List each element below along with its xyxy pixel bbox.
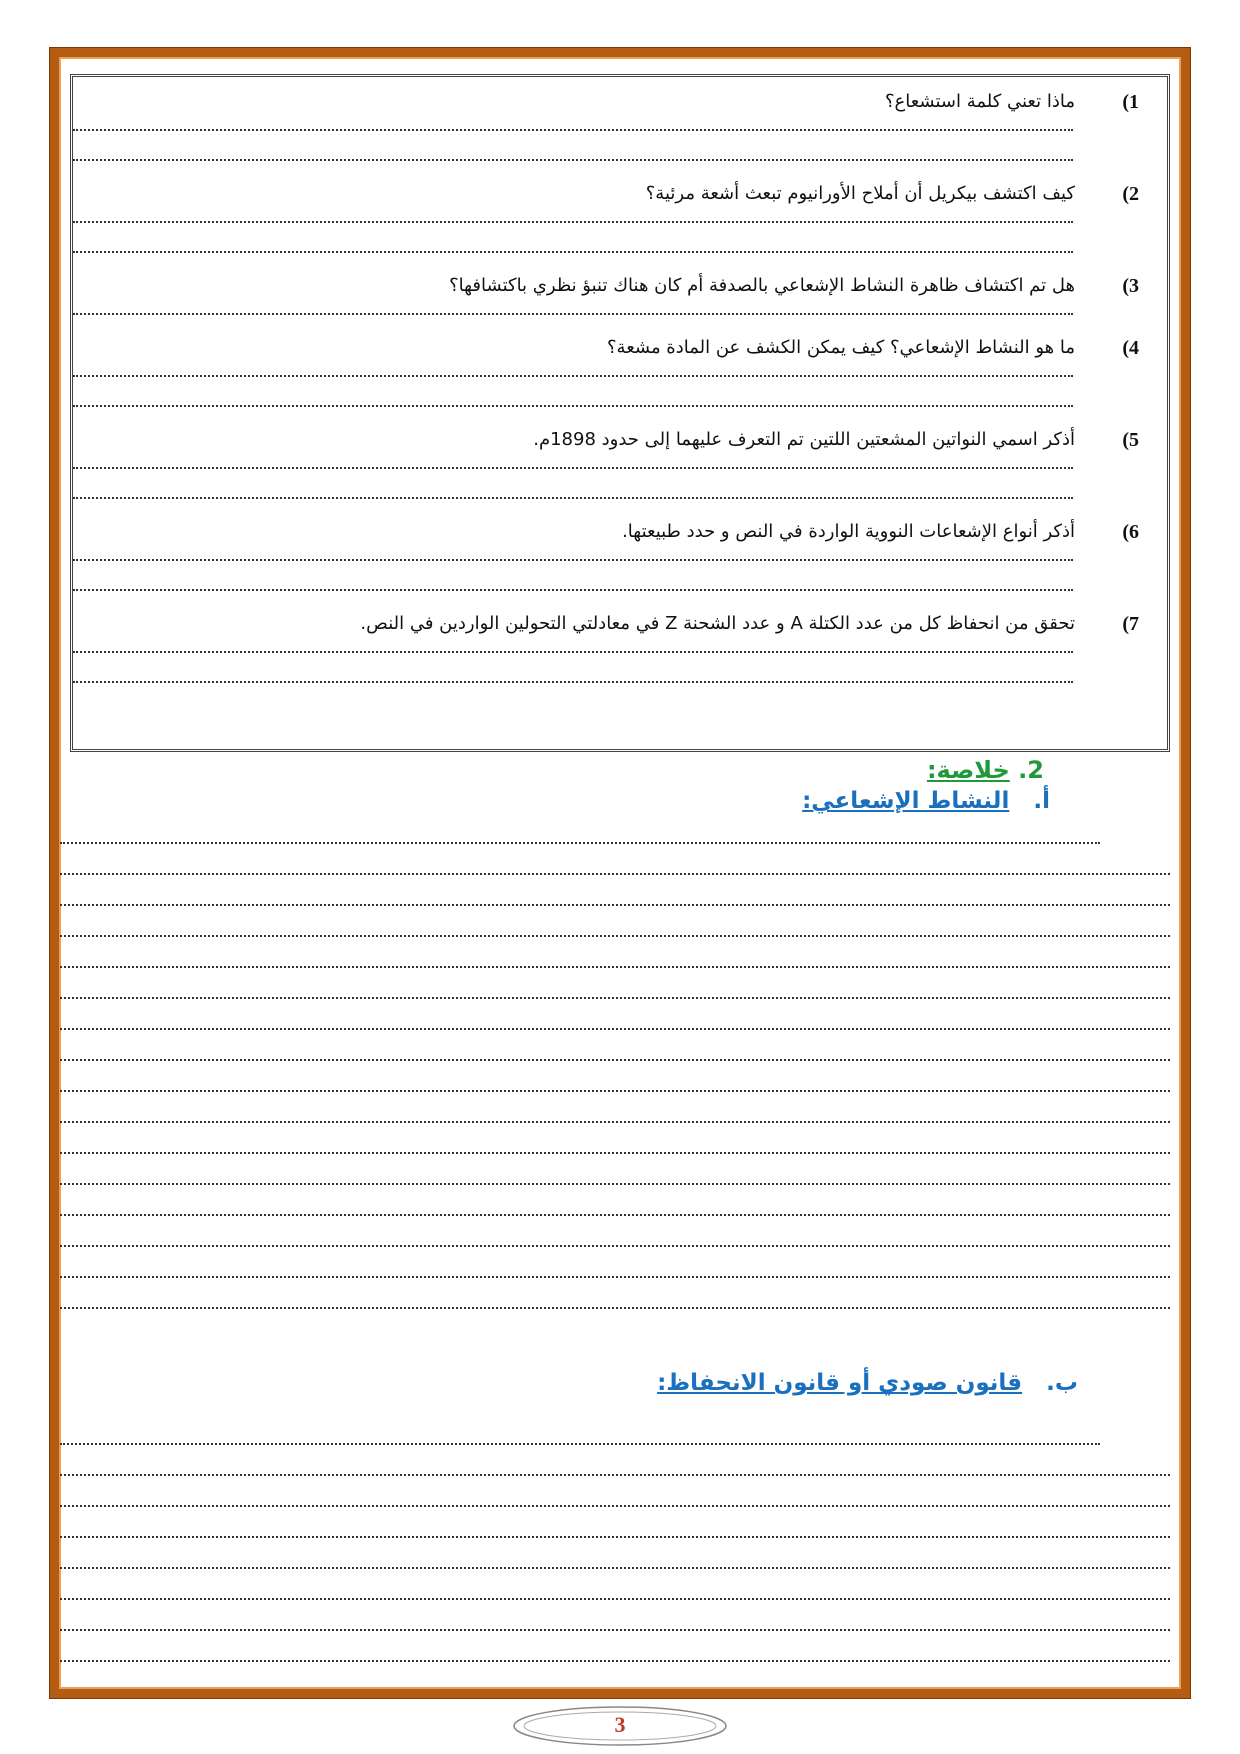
answer-line[interactable] bbox=[73, 651, 1073, 653]
question-4 bbox=[73, 323, 1167, 415]
question-5 bbox=[73, 415, 1167, 507]
answer-line[interactable] bbox=[73, 589, 1073, 591]
question-text: تحقق من انحفاظ كل من عدد الكتلة A و عدد الشحنة Z في معادلتي التحولين الواردين في النص. bbox=[360, 613, 1075, 634]
page-number: 3 bbox=[614, 1712, 626, 1737]
question-text: أذكر أنواع الإشعاعات النووية الواردة في النص و حدد طبيعتها. bbox=[622, 521, 1075, 542]
question-number: 4) bbox=[1122, 337, 1139, 359]
writing-line[interactable] bbox=[60, 1443, 1100, 1445]
question-number: 7) bbox=[1122, 613, 1139, 635]
writing-line[interactable] bbox=[60, 1505, 1170, 1507]
answer-line[interactable] bbox=[73, 251, 1073, 253]
question-number: 5) bbox=[1122, 429, 1139, 451]
writing-line[interactable] bbox=[60, 935, 1170, 937]
answer-line[interactable] bbox=[73, 559, 1073, 561]
writing-line[interactable] bbox=[60, 1028, 1170, 1030]
writing-line[interactable] bbox=[60, 1214, 1170, 1216]
summary-heading bbox=[927, 756, 1044, 784]
writing-line[interactable] bbox=[60, 1121, 1170, 1123]
question-1 bbox=[73, 77, 1167, 169]
question-text: ماذا تعني كلمة استشعاع؟ bbox=[884, 91, 1075, 112]
answer-line[interactable] bbox=[73, 159, 1073, 161]
summary-label: خلاصة: bbox=[926, 756, 1010, 784]
section-b-letter: ب. bbox=[1046, 1370, 1078, 1396]
question-text: كيف اكتشف بيكريل أن أملاح الأورانيوم تبعث أشعة مرئية؟ bbox=[645, 183, 1075, 204]
section-a-heading bbox=[802, 788, 1050, 814]
question-text: ما هو النشاط الإشعاعي؟ كيف يمكن الكشف عن المادة مشعة؟ bbox=[607, 337, 1075, 358]
writing-line[interactable] bbox=[60, 1629, 1170, 1631]
answer-line[interactable] bbox=[73, 129, 1073, 131]
section-b-label: قانون صودي أو قانون الانحفاظ: bbox=[657, 1370, 1023, 1396]
question-number: 1) bbox=[1122, 91, 1139, 113]
writing-line[interactable] bbox=[60, 1276, 1170, 1278]
writing-line[interactable] bbox=[60, 1307, 1170, 1309]
writing-line[interactable] bbox=[60, 1183, 1170, 1185]
page-number-badge bbox=[510, 1704, 730, 1748]
writing-line[interactable] bbox=[60, 997, 1170, 999]
question-6 bbox=[73, 507, 1167, 599]
writing-line[interactable] bbox=[60, 904, 1170, 906]
answer-line[interactable] bbox=[73, 467, 1073, 469]
question-text: هل تم اكتشاف ظاهرة النشاط الإشعاعي بالصدفة أم كان هناك تنبؤ نظري باكتشافها؟ bbox=[449, 275, 1075, 296]
writing-line[interactable] bbox=[60, 1660, 1170, 1662]
answer-line[interactable] bbox=[73, 497, 1073, 499]
answer-line[interactable] bbox=[73, 313, 1073, 315]
writing-line[interactable] bbox=[60, 1536, 1170, 1538]
question-2 bbox=[73, 169, 1167, 261]
writing-line[interactable] bbox=[60, 1090, 1170, 1092]
answer-line[interactable] bbox=[73, 405, 1073, 407]
writing-line[interactable] bbox=[60, 1567, 1170, 1569]
writing-line[interactable] bbox=[60, 842, 1100, 844]
questions-box bbox=[70, 74, 1170, 752]
question-number: 3) bbox=[1122, 275, 1139, 297]
question-7 bbox=[73, 599, 1167, 691]
question-number: 2) bbox=[1122, 183, 1139, 205]
writing-line[interactable] bbox=[60, 1598, 1170, 1600]
section-b-heading bbox=[657, 1370, 1078, 1396]
writing-line[interactable] bbox=[60, 873, 1170, 875]
question-number: 6) bbox=[1122, 521, 1139, 543]
question-text: أذكر اسمي النواتين المشعتين اللتين تم التعرف عليهما إلى حدود 1898م. bbox=[533, 429, 1075, 450]
answer-line[interactable] bbox=[73, 221, 1073, 223]
summary-number: 2. bbox=[1018, 756, 1044, 784]
writing-line[interactable] bbox=[60, 1059, 1170, 1061]
answer-line[interactable] bbox=[73, 375, 1073, 377]
writing-line[interactable] bbox=[60, 966, 1170, 968]
writing-line[interactable] bbox=[60, 1474, 1170, 1476]
section-a-label: النشاط الإشعاعي: bbox=[802, 788, 1010, 814]
answer-line[interactable] bbox=[73, 681, 1073, 683]
section-a-letter: أ. bbox=[1033, 788, 1050, 814]
writing-line[interactable] bbox=[60, 1152, 1170, 1154]
writing-line[interactable] bbox=[60, 1245, 1170, 1247]
